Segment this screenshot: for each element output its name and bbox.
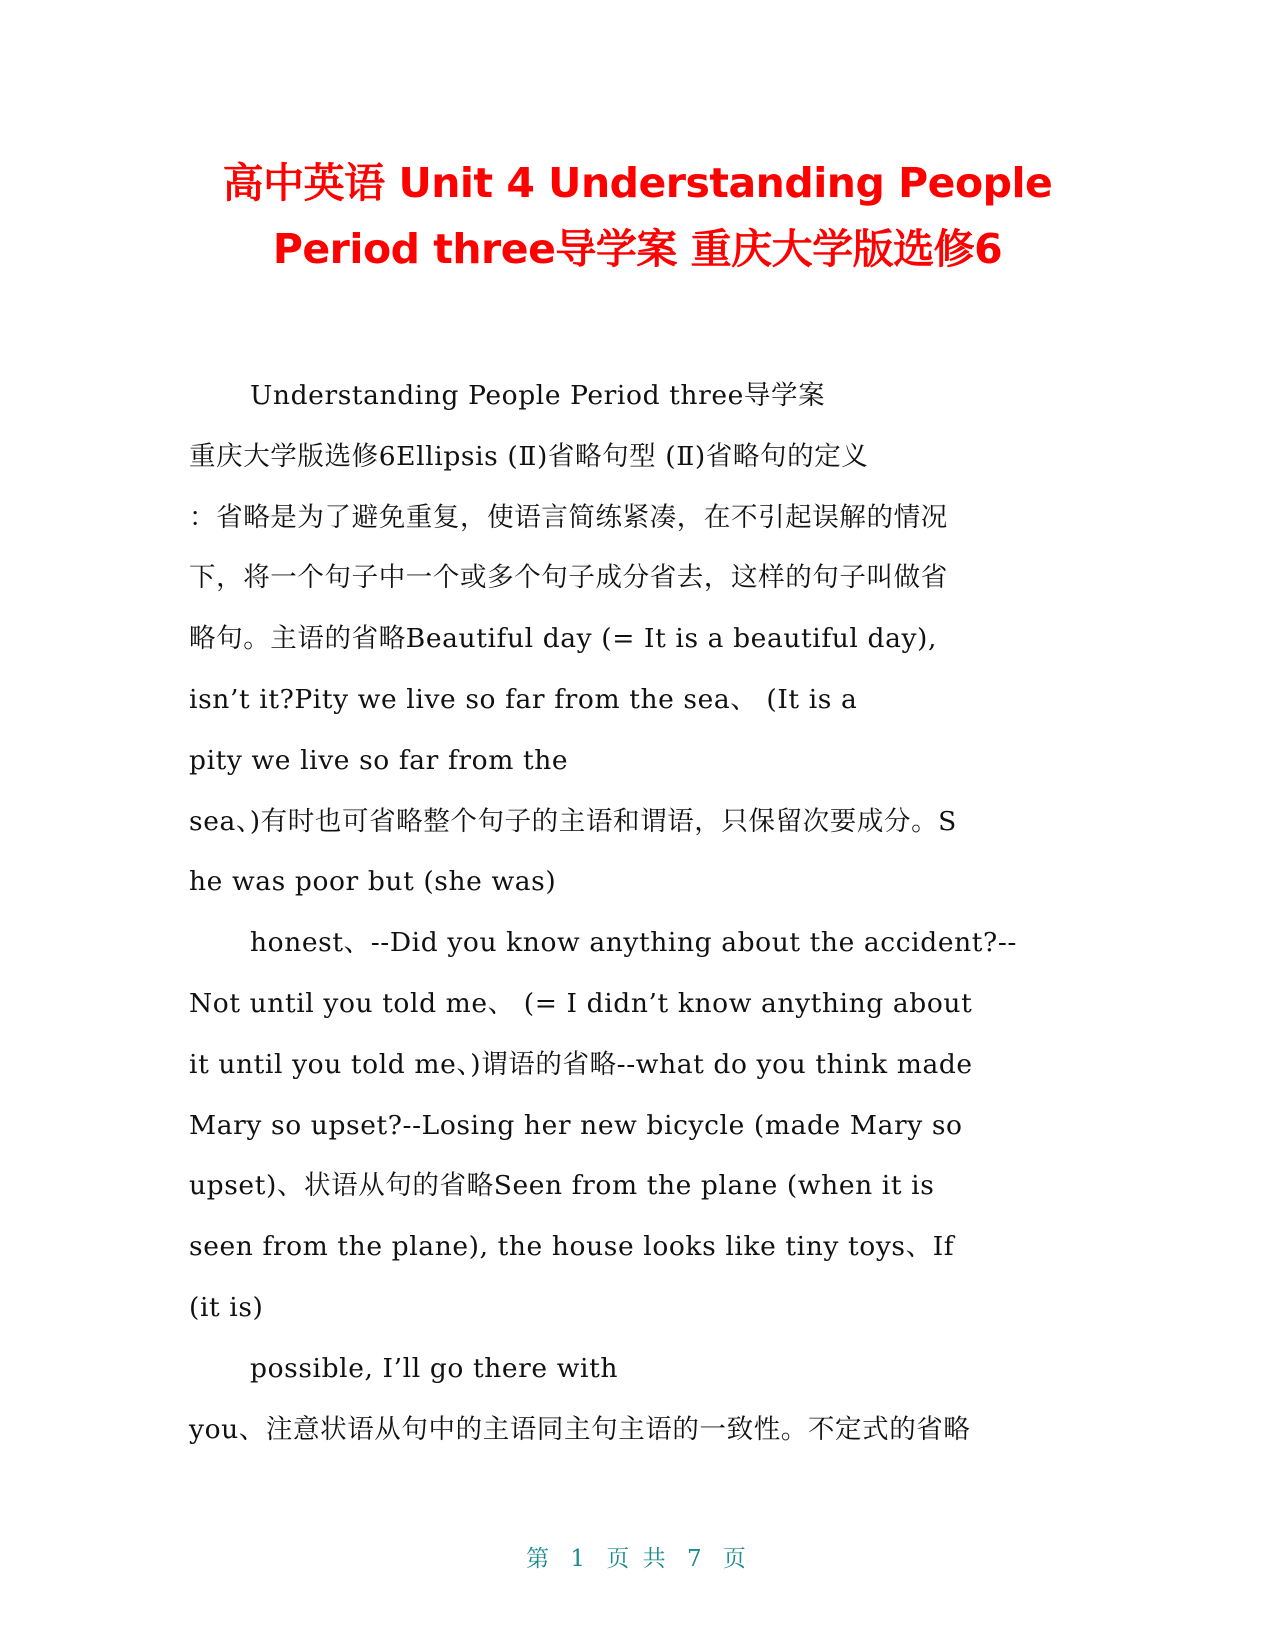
body-line: Not until you told me、 (= I didn’t know anything about — [189, 987, 973, 1019]
body-line: pity we live so far from the — [189, 744, 569, 776]
footer-mid: 页 共 — [606, 1546, 669, 1572]
document-title — [180, 150, 1095, 282]
body-line: it until you told me、)谓语的省略--what do you think made — [189, 1048, 973, 1080]
body-line: sea、)有时也可省略整个句子的主语和谓语，只保留次要成分。S — [189, 805, 957, 837]
body-line: he was poor but (she was) — [189, 866, 557, 898]
body-line: 下，将一个句子中一个或多个句子成分省去，这样的句子叫做省 — [189, 562, 948, 594]
body-line: possible, I’ll go there with — [250, 1352, 619, 1384]
body-line: isn’t it?Pity we live so far from the sea、 (It is a — [189, 683, 858, 715]
body-line: upset)、状语从句的省略Seen from the plane (when it is — [189, 1170, 935, 1202]
body-line: seen from the plane), the house looks like tiny toys、If — [189, 1231, 955, 1263]
title-line-2: Period three导学案 重庆大学版选修6 — [272, 225, 1003, 273]
footer-suffix: 页 — [722, 1546, 749, 1572]
body-line: Mary so upset?--Losing her new bicycle (made Mary so — [189, 1109, 963, 1141]
body-line: honest、--Did you know anything about the accident?-- — [250, 927, 1017, 959]
page-footer — [0, 1540, 1275, 1573]
body-line: ：省略是为了避免重复，使语言简练紧凑，在不引起误解的情况 — [189, 501, 948, 533]
body-line: 重庆大学版选修6Ellipsis (Ⅱ)省略句型 (Ⅱ)省略句的定义 — [189, 440, 869, 472]
body-line: 略句。主语的省略Beautiful day (= It is a beautiful day), — [189, 623, 938, 655]
current-page-number: 1 — [570, 1546, 589, 1572]
body-line: (it is) — [189, 1291, 264, 1323]
footer-prefix: 第 — [526, 1546, 553, 1572]
title-line-1: 高中英语 Unit 4 Understanding People — [222, 159, 1053, 207]
total-pages-number: 7 — [686, 1546, 705, 1572]
body-line: you、注意状语从句中的主语同主句主语的一致性。不定式的省略 — [189, 1413, 971, 1445]
document-body — [189, 366, 1089, 1460]
body-line: Understanding People Period three导学案 — [250, 380, 826, 411]
